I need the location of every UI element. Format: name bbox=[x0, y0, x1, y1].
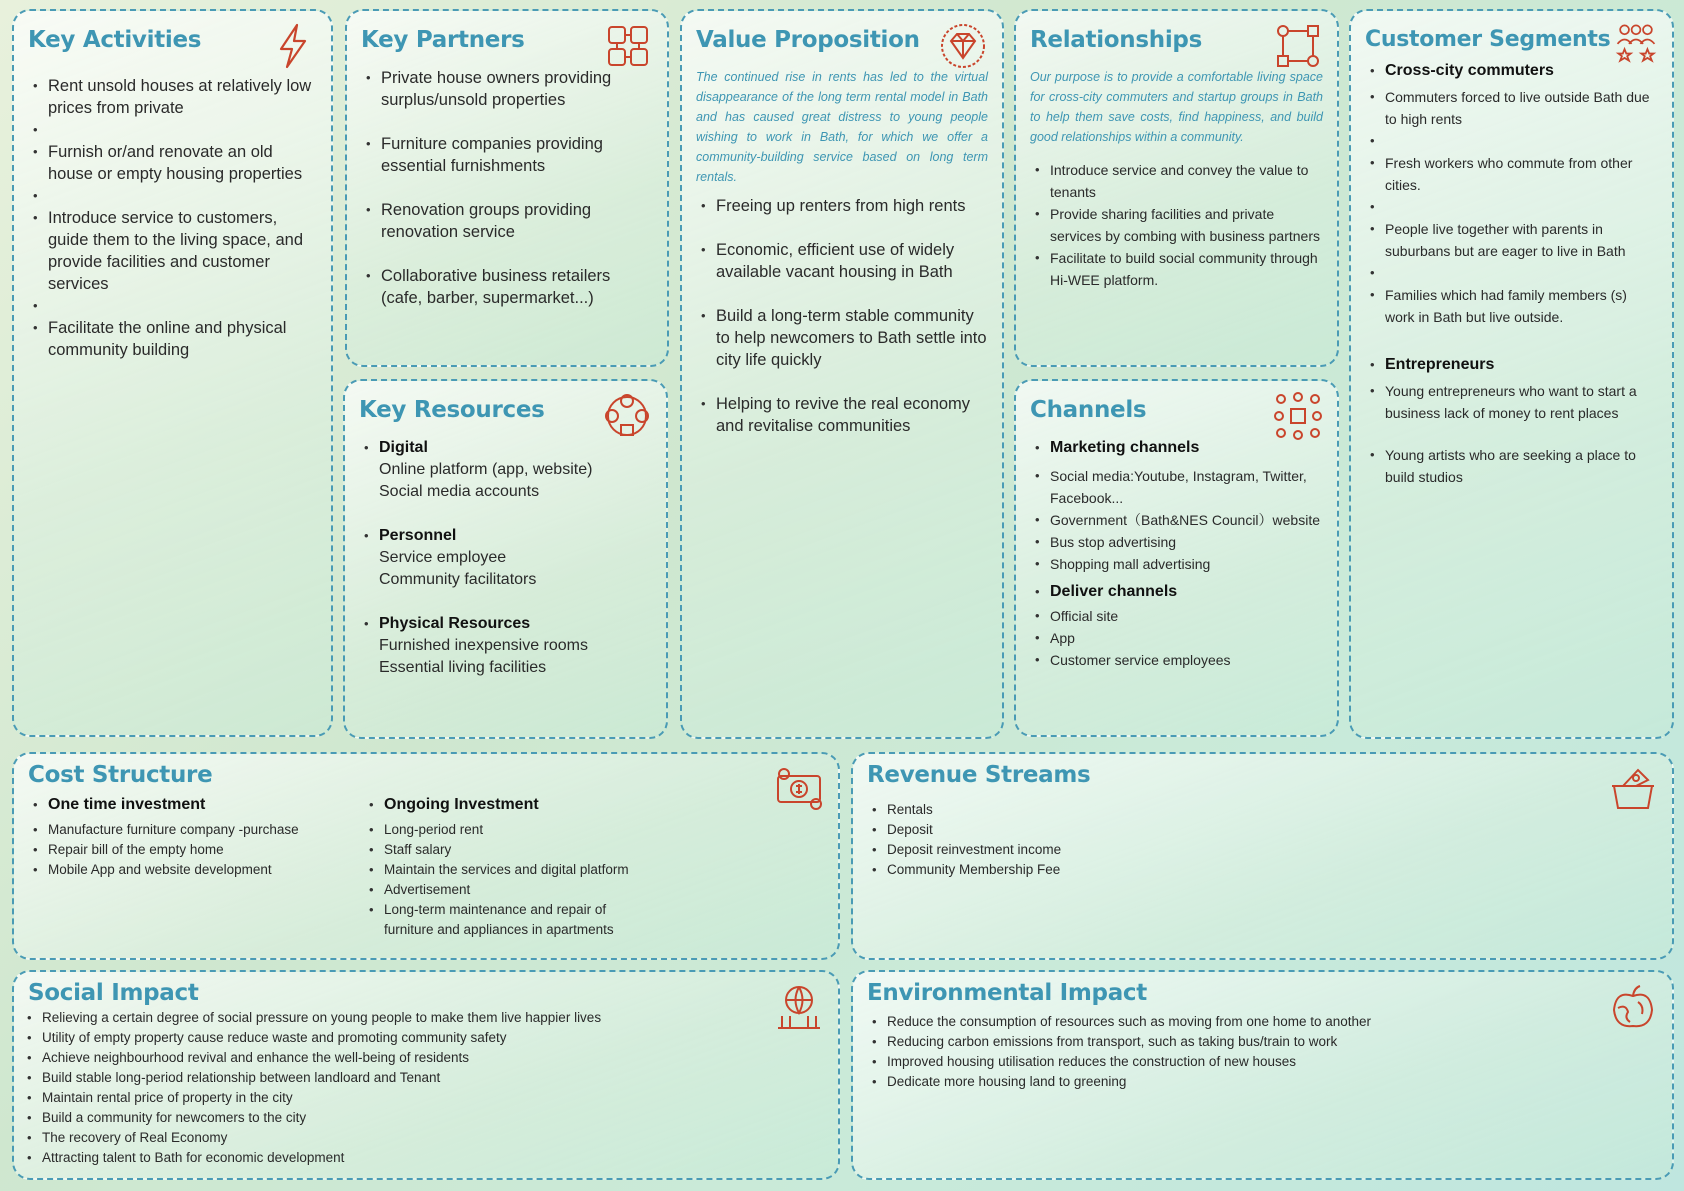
list-item bbox=[28, 185, 317, 207]
handshake-icon bbox=[603, 21, 653, 71]
segment-group-commuters: • Cross-city commuters bbox=[1365, 60, 1658, 82]
list-item: • Build stable long-period relationship between landloard and Tenant bbox=[22, 1068, 824, 1088]
list-item: • Rent unsold houses at relatively low prices from private bbox=[28, 75, 317, 119]
customer-segments-panel bbox=[1349, 9, 1674, 739]
key-resources-list bbox=[359, 437, 652, 679]
key-activities-title: Key Activities bbox=[28, 27, 202, 53]
list-item: • Long-term maintenance and repair of furniture and appliances in apartments bbox=[364, 900, 654, 940]
list-item: • Social media:Youtube, Instagram, Twitter, Facebook... bbox=[1030, 465, 1323, 509]
network-icon bbox=[1273, 21, 1323, 71]
list-item: • Reducing carbon emissions from transport, such as taking bus/train to work bbox=[867, 1032, 1658, 1052]
channels-panel bbox=[1014, 379, 1339, 737]
list-item: • Staff salary bbox=[364, 840, 654, 860]
list-item: • Government（Bath&NES Council）website bbox=[1030, 509, 1323, 531]
list-item: • App bbox=[1030, 627, 1323, 649]
channel-group-deliver: • Deliver channels bbox=[1030, 581, 1323, 603]
social-impact-list bbox=[22, 1008, 824, 1168]
value-proposition-title: Value Proposition bbox=[696, 27, 920, 53]
list-item: • Manufacture furniture company -purchase bbox=[28, 820, 358, 840]
revenue-streams-title: Revenue Streams bbox=[867, 762, 1091, 788]
channels-list bbox=[1030, 437, 1323, 459]
list-item: • Freeing up renters from high rents bbox=[696, 195, 988, 217]
list-item: • Long-period rent bbox=[364, 820, 654, 840]
key-resources-panel bbox=[343, 379, 668, 739]
list-item bbox=[28, 295, 317, 317]
list-item: • Repair bill of the empty home bbox=[28, 840, 358, 860]
social-impact-panel bbox=[12, 970, 840, 1180]
list-item: • Bus stop advertising bbox=[1030, 531, 1323, 553]
list-item: • Introduce service to customers, guide them to the living space, and provide facilities and customer services bbox=[28, 207, 317, 295]
list-item: • Utility of empty property cause reduce waste and promoting community safety bbox=[22, 1028, 824, 1048]
environmental-impact-panel bbox=[851, 970, 1674, 1180]
key-activities-list bbox=[28, 75, 317, 361]
money-icon bbox=[774, 764, 824, 814]
list-item: • Young entrepreneurs who want to start a business lack of money to rent places bbox=[1365, 380, 1658, 424]
list-item bbox=[1365, 262, 1658, 284]
value-proposition-list bbox=[696, 195, 988, 437]
key-resources-title: Key Resources bbox=[359, 397, 545, 423]
hub-icon bbox=[1273, 391, 1323, 441]
lightning-icon bbox=[267, 21, 317, 71]
relationships-panel bbox=[1014, 9, 1339, 367]
revenue-streams-panel bbox=[851, 752, 1674, 960]
list-item: • Attracting talent to Bath for economic development bbox=[22, 1148, 824, 1168]
entrepreneurs-list bbox=[1365, 380, 1658, 488]
list-item: • Deposit bbox=[867, 820, 1658, 840]
list-item bbox=[1365, 196, 1658, 218]
list-item: • Mobile App and website development bbox=[28, 860, 358, 880]
list-item: • Fresh workers who commute from other cities. bbox=[1365, 152, 1658, 196]
list-item: • Commuters forced to live outside Bath due to high rents bbox=[1365, 86, 1658, 130]
list-item: • The recovery of Real Economy bbox=[22, 1128, 824, 1148]
list-item: • People live together with parents in suburbans but are eager to live in Bath bbox=[1365, 218, 1658, 262]
cost-structure-title: Cost Structure bbox=[28, 762, 213, 788]
channels-list-2 bbox=[1030, 581, 1323, 603]
list-item bbox=[1365, 130, 1658, 152]
list-item: • Relieving a certain degree of social pressure on young people to make them live happier lives bbox=[22, 1008, 824, 1028]
list-item: • Reduce the consumption of resources such as moving from one home to another bbox=[867, 1012, 1658, 1032]
list-item: • Facilitate the online and physical community building bbox=[28, 317, 317, 361]
diamond-icon bbox=[938, 21, 988, 71]
list-item: • Helping to revive the real economy and revitalise communities bbox=[696, 393, 988, 437]
list-item: • Economic, efficient use of widely available vacant housing in Bath bbox=[696, 239, 988, 283]
list-item: • Achieve neighbourhood revival and enhance the well-being of residents bbox=[22, 1048, 824, 1068]
list-item: • Rentals bbox=[867, 800, 1658, 820]
deliver-channels-list bbox=[1030, 605, 1323, 671]
list-item: • Furniture companies providing essential furnishments bbox=[361, 133, 653, 177]
revenue-streams-list bbox=[867, 800, 1658, 880]
users-icon bbox=[1614, 21, 1658, 65]
list-item: • Young artists who are seeking a place to build studios bbox=[1365, 444, 1658, 488]
list-item: • Official site bbox=[1030, 605, 1323, 627]
environmental-impact-list bbox=[867, 1012, 1658, 1092]
list-item: • Private house owners providing surplus/unsold properties bbox=[361, 67, 653, 111]
customer-segments-title: Customer Segments bbox=[1365, 27, 1611, 52]
list-item: • Provide sharing facilities and private services by combing with business partners bbox=[1030, 203, 1323, 247]
list-item: • Build a community for newcomers to the city bbox=[22, 1108, 824, 1128]
list-item: • Families which had family members (s) work in Bath but live outside. bbox=[1365, 284, 1658, 328]
relationships-list bbox=[1030, 159, 1323, 291]
key-partners-title: Key Partners bbox=[361, 27, 525, 53]
key-activities-panel bbox=[12, 9, 333, 737]
list-item: • Facilitate to build social community through Hi-WEE platform. bbox=[1030, 247, 1323, 291]
list-item: • Dedicate more housing land to greening bbox=[867, 1072, 1658, 1092]
resource-group-personnel: • Personnel Service employee Community facilitators bbox=[359, 525, 652, 591]
channel-group-marketing: • Marketing channels bbox=[1030, 437, 1323, 459]
relationships-intro: Our purpose is to provide a comfortable living space for cross-city commuters and startup groups in Bath to help them save costs, find happiness, and build good relationships within a community. bbox=[1030, 70, 1323, 144]
environmental-impact-title: Environmental Impact bbox=[867, 980, 1147, 1006]
list-item: • Advertisement bbox=[364, 880, 654, 900]
cost-structure-panel bbox=[12, 752, 840, 960]
value-proposition-panel bbox=[680, 9, 1004, 739]
value-proposition-intro: The continued rise in rents has led to the virtual disappearance of the long term rental model in Bath and has caused great distress to young people wishing to work in Bath, for which we offer a community-building service based on long term rentals. bbox=[696, 70, 988, 184]
relationships-title: Relationships bbox=[1030, 27, 1202, 53]
list-item: • Renovation groups providing renovation service bbox=[361, 199, 653, 243]
list-item: • Furnish or/and renovate an old house or empty housing properties bbox=[28, 141, 317, 185]
one-time-investment-column: • One time investment • Manufacture furniture company -purchase • Repair bill of the empty home • Mobile App and website development bbox=[28, 794, 358, 880]
segment-group-entrepreneurs: • Entrepreneurs bbox=[1365, 354, 1658, 376]
list-item: • Introduce service and convey the value to tenants bbox=[1030, 159, 1323, 203]
resource-group-physical: • Physical Resources Furnished inexpensive rooms Essential living facilities bbox=[359, 613, 652, 679]
list-item: • Community Membership Fee bbox=[867, 860, 1658, 880]
list-item: • Improved housing utilisation reduces the construction of new houses bbox=[867, 1052, 1658, 1072]
ongoing-investment-column: • Ongoing Investment • Long-period rent • Staff salary • Maintain the services and digital platform • Advertisement • Long-term maintenance and repair of furniture and appliances in apartments bbox=[364, 794, 654, 940]
resource-group-digital: • Digital Online platform (app, website) Social media accounts bbox=[359, 437, 652, 503]
list-item: • Maintain rental price of property in the city bbox=[22, 1088, 824, 1108]
list-item: • Shopping mall advertising bbox=[1030, 553, 1323, 575]
social-impact-title: Social Impact bbox=[28, 980, 199, 1006]
list-item: • Deposit reinvestment income bbox=[867, 840, 1658, 860]
marketing-channels-list bbox=[1030, 465, 1323, 575]
key-partners-panel bbox=[345, 9, 669, 367]
commuters-list bbox=[1365, 86, 1658, 328]
list-item bbox=[28, 119, 317, 141]
channels-title: Channels bbox=[1030, 397, 1147, 423]
list-item: • Customer service employees bbox=[1030, 649, 1323, 671]
list-item: • Build a long-term stable community to help newcomers to Bath settle into city life quickly bbox=[696, 305, 988, 371]
key-partners-list bbox=[361, 67, 653, 309]
list-item: • Collaborative business retailers (cafe, barber, supermarket...) bbox=[361, 265, 653, 309]
list-item: • Maintain the services and digital platform bbox=[364, 860, 654, 880]
resources-icon bbox=[602, 391, 652, 441]
